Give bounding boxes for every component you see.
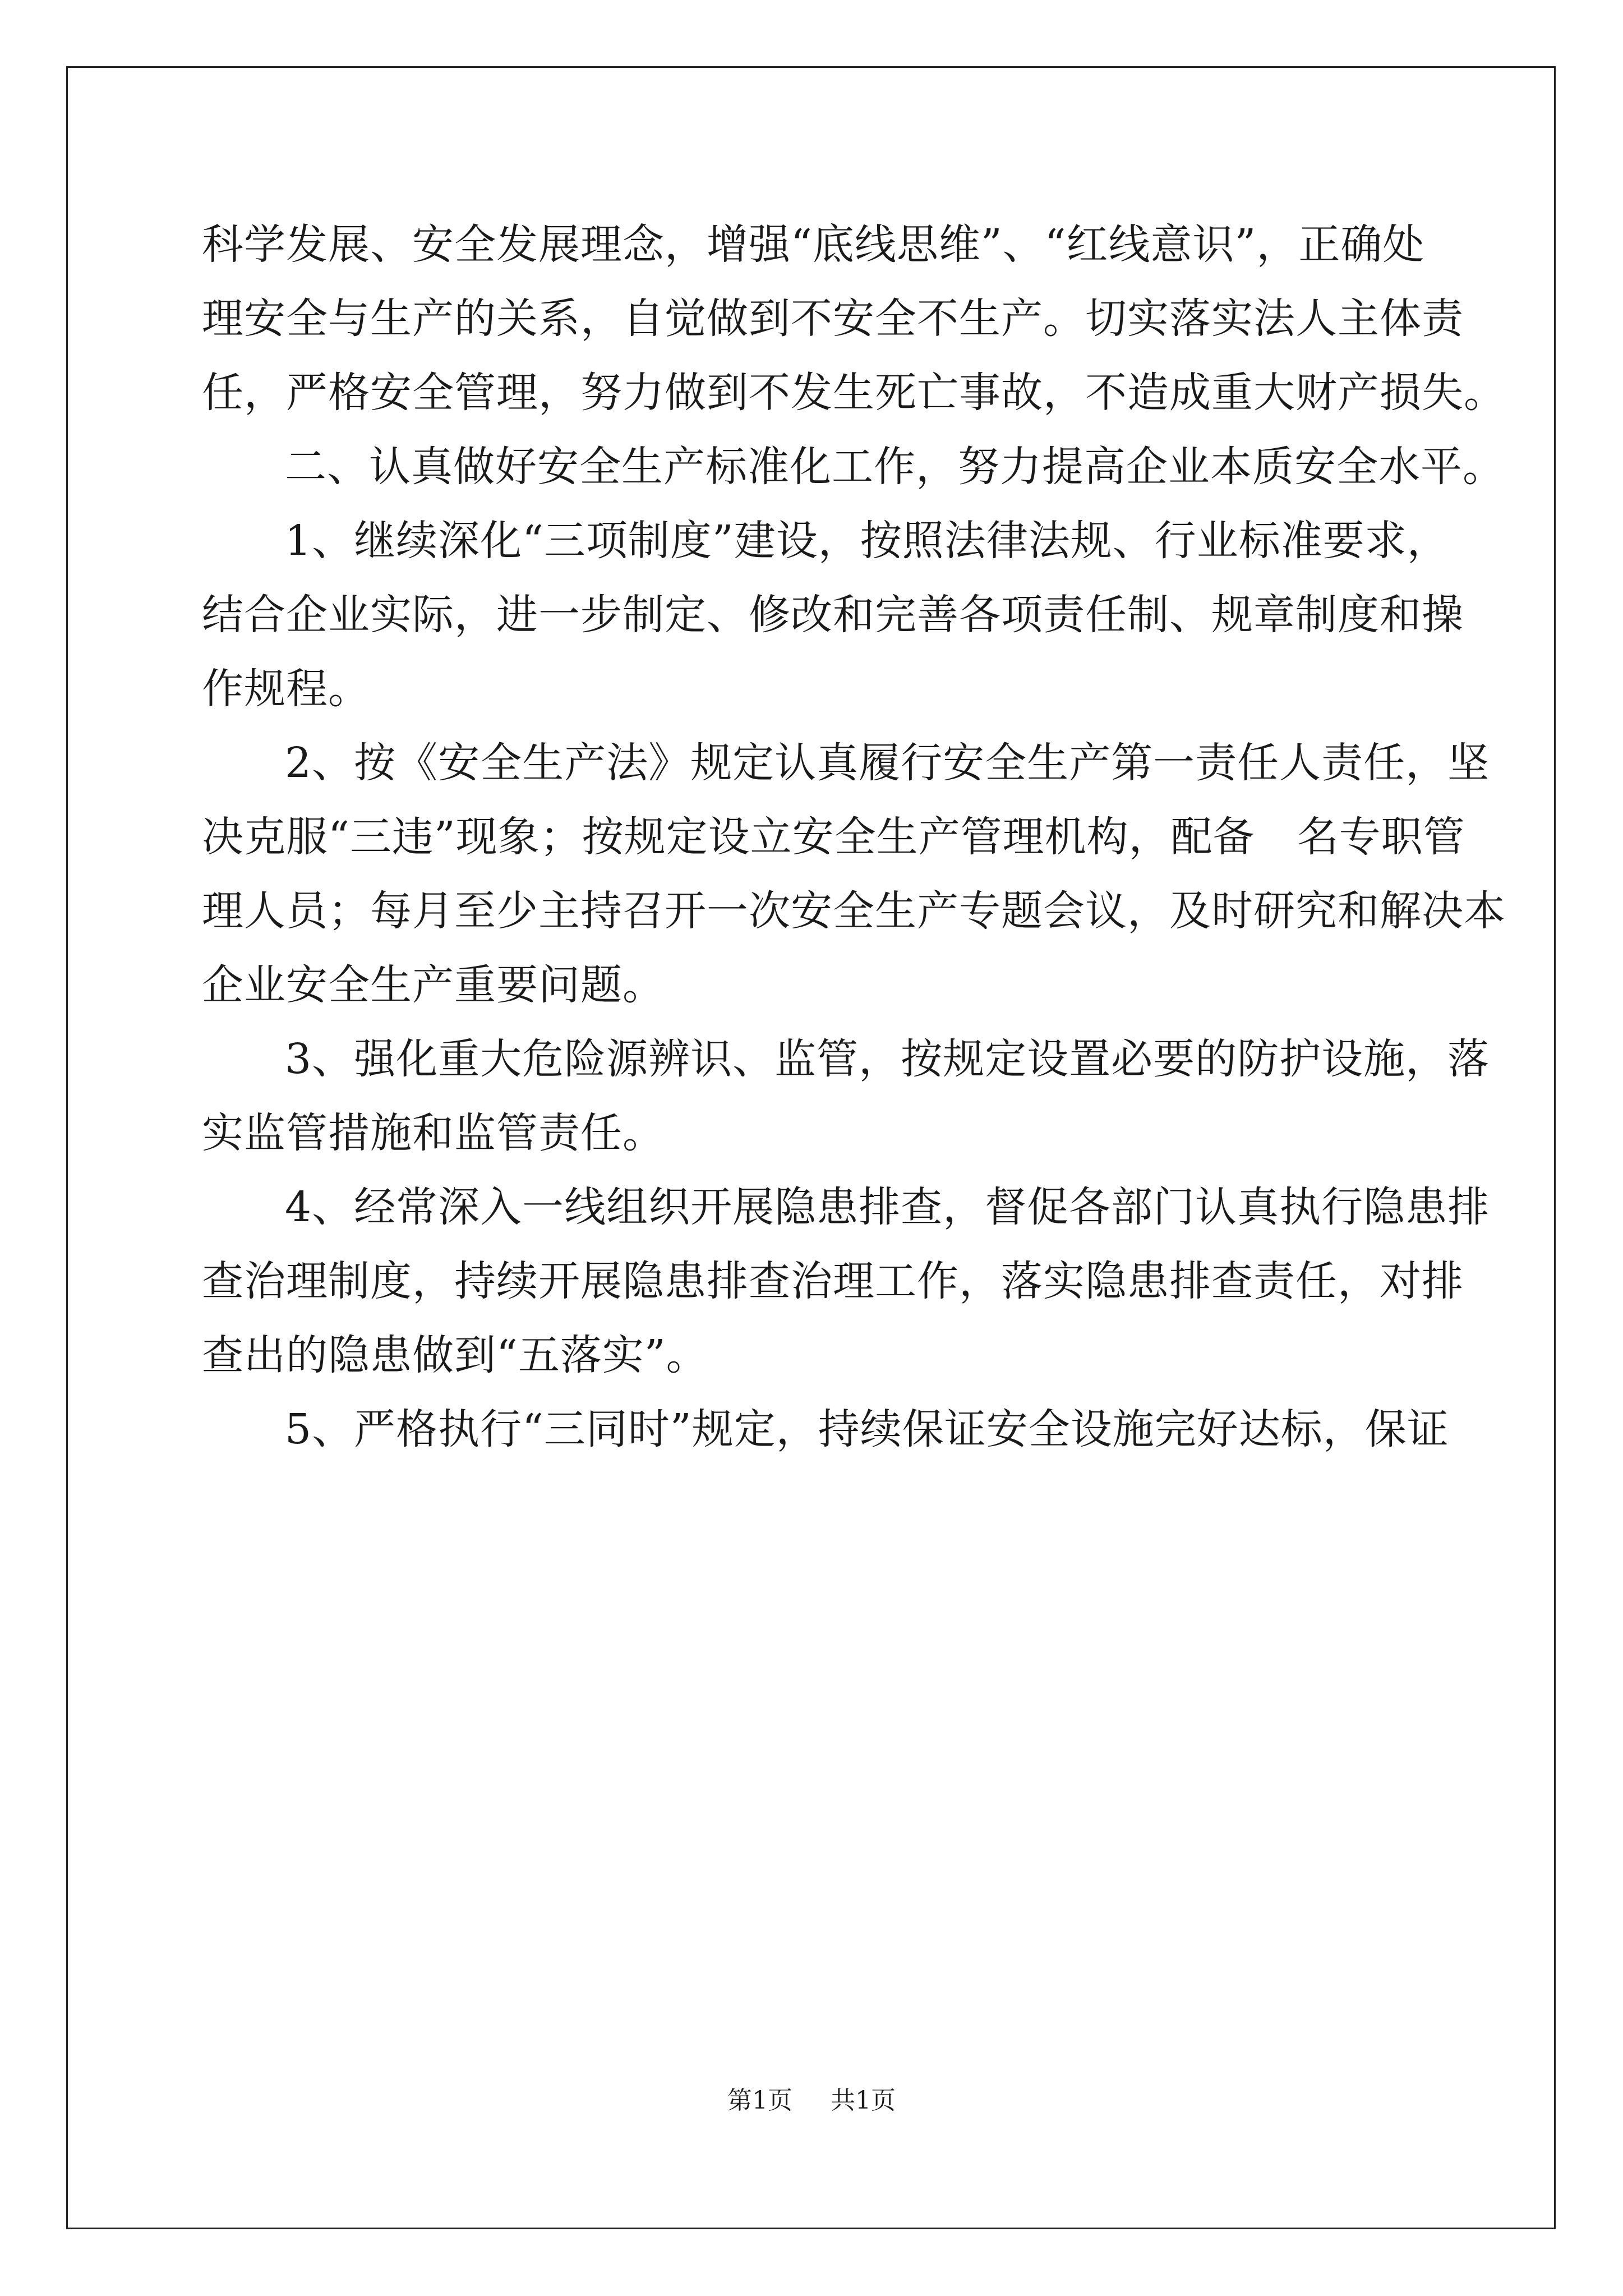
text-line-5: 1、继续深化“三项制度”建设，按照法律法规、行业标准要求， [285, 517, 1449, 565]
text-line-16: 查出的隐患做到“五落实”。 [202, 1331, 708, 1379]
page-footer [0, 2084, 1623, 2118]
text-line-3: 任，严格安全管理，努力做到不发生死亡事故，不造成重大财产损失。 [202, 369, 1506, 417]
page-number-total: 共1页 [831, 2086, 896, 2115]
text-line-11: 企业安全生产重要问题。 [202, 961, 665, 1009]
text-line-6: 结合企业实际，进一步制定、修改和完善各项责任制、规章制度和操 [202, 591, 1464, 639]
text-line-2: 理安全与生产的关系，自觉做到不安全不生产。切实落实法人主体责 [202, 295, 1464, 343]
text-line-4: 二、认真做好安全生产标准化工作，努力提高企业本质安全水平。 [285, 443, 1505, 491]
text-line-14: 4、经常深入一线组织开展隐患排查，督促各部门认真执行隐患排 [285, 1183, 1490, 1231]
text-line-9: 决克服“三违”现象；按规定设立安全生产管理机构，配备 名专职管 [202, 813, 1465, 861]
page-number-current: 第1页 [727, 2086, 792, 2115]
text-line-13: 实监管措施和监管责任。 [202, 1109, 665, 1157]
text-line-17: 5、严格执行“三同时”规定，持续保证安全设施完好达标，保证 [285, 1405, 1449, 1453]
text-line-15: 查治理制度，持续开展隐患排查治理工作，落实隐患排查责任，对排 [202, 1257, 1464, 1305]
text-line-1: 科学发展、安全发展理念，增强“底线思维”、“红线意识”，正确处 [202, 220, 1425, 269]
document-body [202, 208, 1506, 1466]
text-line-12: 3、强化重大危险源辨识、监管，按规定设置必要的防护设施，落 [285, 1035, 1490, 1083]
text-line-7: 作规程。 [202, 665, 370, 713]
text-line-8: 2、按《安全生产法》规定认真履行安全生产第一责任人责任，坚 [285, 739, 1490, 787]
text-line-10: 理人员；每月至少主持召开一次安全生产专题会议，及时研究和解决本 [202, 887, 1506, 935]
